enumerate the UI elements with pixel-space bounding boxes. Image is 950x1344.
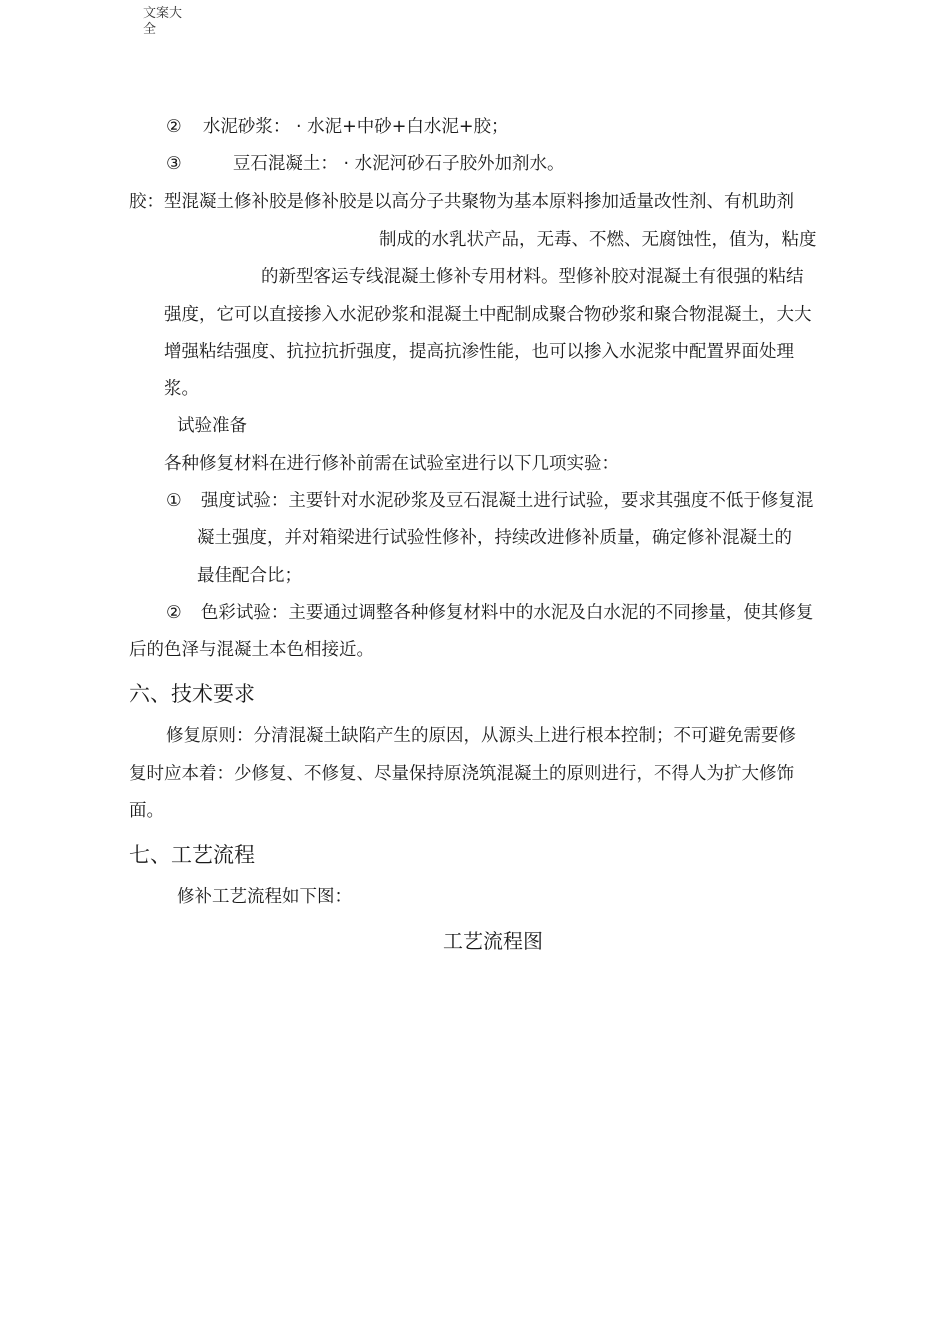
material-label: 豆石混凝土： [232, 154, 338, 174]
section-6-line-2: 复时应本着：少修复、不修复、尽量保持原浇筑混凝土的原则进行，不得人为扩大修饰 [129, 764, 794, 784]
test-item-strength-line-3: 最佳配合比； [197, 566, 302, 586]
material-content: · 水泥河砂石子胶外加剂水。 [343, 154, 565, 174]
test-prep-intro: 各种修复材料在进行修补前需在试验室进行以下几项实验： [164, 454, 619, 474]
section-6-line-3: 面。 [129, 801, 164, 821]
section-7-intro: 修补工艺流程如下图： [177, 887, 352, 907]
test-item-text: 强度试验：主要针对水泥砂浆及豆石混凝土进行试验，要求其强度不低于修复混 [200, 491, 814, 511]
test-item-strength-line-2: 凝土强度，并对箱梁进行试验性修补，持续改进修补质量，确定修补混凝土的 [197, 528, 792, 548]
header-mark: 文案大全 [143, 6, 183, 37]
material-label: 水泥砂浆： [202, 117, 291, 137]
glue-paragraph-line-1: 胶：型混凝土修补胶是修补胶是以高分子共聚物为基本原料掺加适量改性剂、有机助剂 [129, 192, 794, 212]
test-prep-heading: 试验准备 [177, 416, 247, 436]
glue-paragraph-line-2: 制成的水乳状产品，无毒、不燃、无腐蚀性，值为，粘度 [379, 230, 817, 250]
test-item-strength-line-1 [166, 489, 813, 513]
test-item-number: ② [166, 603, 182, 623]
glue-paragraph-line-4: 强度，它可以直接掺入水泥砂浆和混凝土中配制成聚合物砂浆和聚合物混凝土，大大 [164, 305, 812, 325]
glue-paragraph-line-5: 增强粘结强度、抗拉抗折强度，提高抗渗性能，也可以掺入水泥浆中配置界面处理 [164, 342, 794, 362]
glue-paragraph-line-6: 浆。 [164, 379, 199, 399]
material-item-cement-mortar [166, 115, 509, 139]
section-7-title: 七、工艺流程 [129, 843, 255, 867]
material-item-pea-gravel-concrete [166, 152, 565, 176]
section-6-line-1: 修复原则：分清混凝土缺陷产生的原因，从源头上进行根本控制；不可避免需要修 [166, 726, 796, 746]
glue-paragraph-line-3: 的新型客运专线混凝土修补专用材料。型修补胶对混凝土有很强的粘结 [261, 267, 804, 287]
test-item-color-line-2: 后的色泽与混凝土本色相接近。 [129, 640, 374, 660]
test-item-color-line-1 [166, 601, 813, 625]
material-number: ② [166, 117, 182, 137]
test-item-text: 色彩试验：主要通过调整各种修复材料中的水泥及白水泥的不同掺量，使其修复 [200, 603, 814, 623]
section-6-title: 六、技术要求 [129, 682, 255, 706]
material-content: · 水泥+中砂+白水泥+胶； [295, 117, 509, 137]
material-number: ③ [166, 154, 182, 174]
test-item-number: ① [166, 491, 182, 511]
figure-title: 工艺流程图 [443, 929, 543, 953]
